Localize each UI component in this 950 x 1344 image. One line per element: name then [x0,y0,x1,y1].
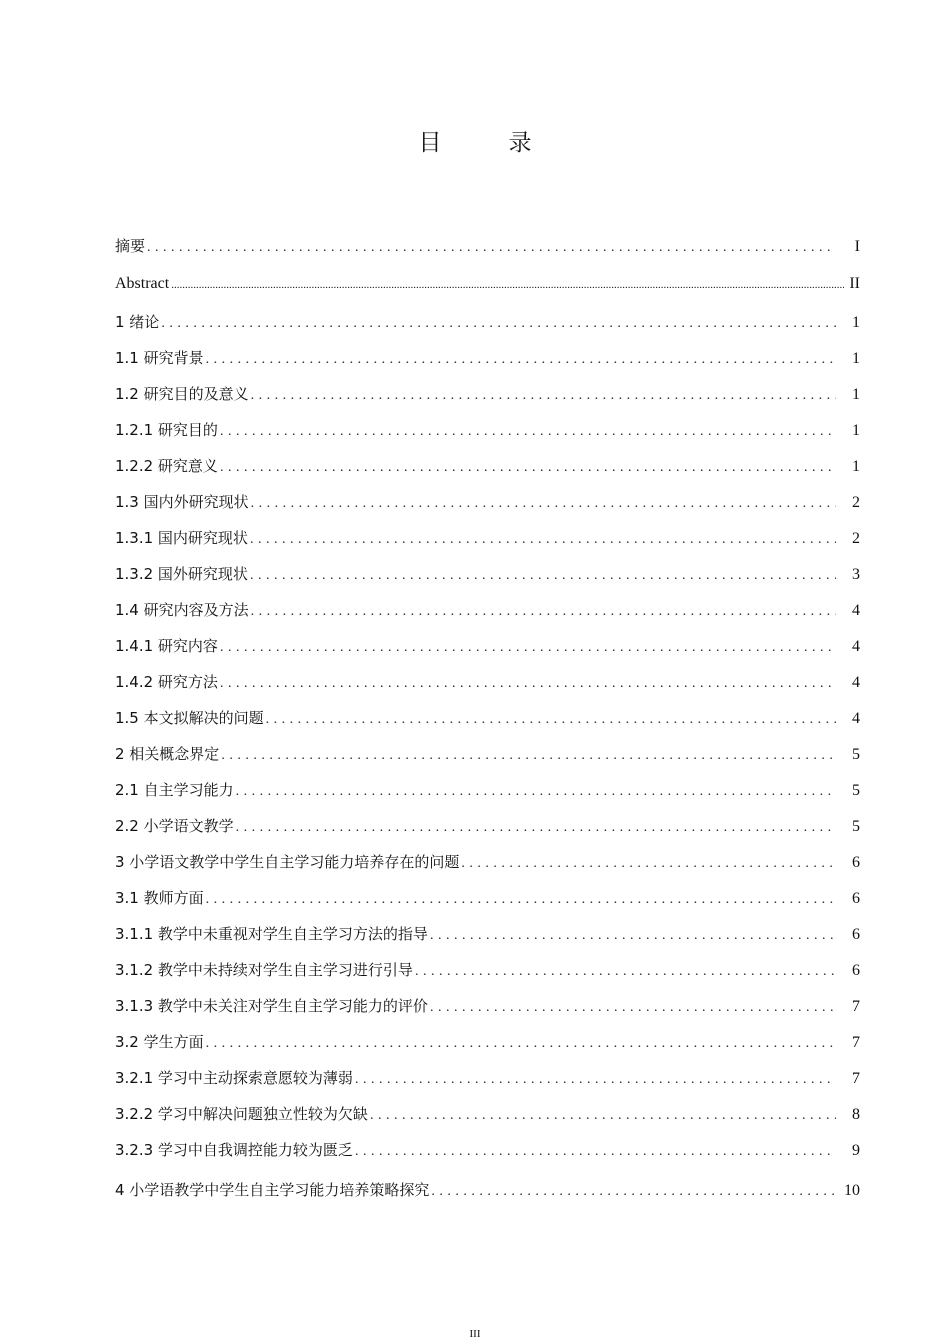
toc-leader-dots [250,522,836,558]
toc-page-number: 4 [852,674,860,691]
toc-page-number: 1 [852,386,860,403]
toc-leader-dots [236,774,836,810]
toc-page-number: 5 [852,818,860,835]
toc-entry[interactable] [115,736,860,772]
toc-entry-abstract-cn[interactable] [115,228,860,264]
toc-page-number: 2 [852,494,860,511]
toc-page-number: 1 [852,350,860,367]
toc-leader-dots [430,918,836,954]
toc-leader-dots [206,342,836,378]
toc-entry[interactable] [115,592,860,628]
toc-page-number: 1 [852,422,860,439]
toc-leader-dots [221,738,836,774]
toc-entry[interactable] [115,412,860,448]
toc-entry-text: 3.2.1 学习中主动探索意愿较为薄弱 [115,1069,353,1087]
toc-entry-text: 3.2 学生方面 [115,1033,204,1051]
toc-leader-dots [251,378,836,414]
toc-entry-text: 1.4.2 研究方法 [115,673,218,691]
toc-entry[interactable] [115,700,860,736]
toc-page-number: 7 [852,1034,860,1051]
toc-entry-text: 4 小学语教学中学生自主学习能力培养策略探究 [115,1181,430,1199]
toc-entry-text: 1.3 国内外研究现状 [115,493,249,511]
toc-entry[interactable] [115,916,860,952]
toc-leader-dots [431,1174,834,1210]
toc-entry[interactable] [115,844,860,880]
toc-page-number: II [849,275,860,292]
toc-leader-dots [266,702,836,738]
toc-page-number: 3 [852,566,860,583]
toc-entry-text: 1.4.1 研究内容 [115,637,218,655]
toc-entry[interactable] [115,304,860,340]
toc-page-number: I [854,238,860,255]
toc-entry[interactable] [115,664,860,700]
toc-page-number: 10 [844,1182,860,1199]
toc-page-number: 1 [852,314,860,331]
page-title: 目 录 [418,130,554,156]
toc-entry-abstract-en[interactable] [115,264,860,304]
toc-leader-dots [220,450,836,486]
toc-leader-dots [236,810,836,846]
toc-page-number: 1 [852,458,860,475]
toc-entry-text: 摘要 [115,237,146,255]
toc-leader-dots [220,414,836,450]
toc-entry[interactable] [115,1024,860,1060]
toc-entry[interactable] [115,376,860,412]
toc-leader-dots [370,1098,836,1134]
toc-entry-text: 3.1.2 教学中未持续对学生自主学习进行引导 [115,961,413,979]
toc-entry[interactable] [115,340,860,376]
toc-entry-text: Abstract [115,275,170,292]
toc-page-number: 4 [852,638,860,655]
toc-leader-dots [251,486,836,522]
toc-leader-dots [147,230,836,266]
toc-entry-text: 2.1 自主学习能力 [115,781,234,799]
toc-leader-dots [251,594,836,630]
toc-entry-text: 3.1.3 教学中未关注对学生自主学习能力的评价 [115,997,428,1015]
toc-page-number: 6 [852,962,860,979]
toc-leader-dots [461,846,836,882]
toc-entry-text: 3.1 教师方面 [115,889,204,907]
toc-entry[interactable] [115,808,860,844]
toc-entry[interactable] [115,1096,860,1132]
toc-entry[interactable] [115,628,860,664]
table-of-contents [115,228,860,1208]
toc-entry-text: 1.2.1 研究目的 [115,421,218,439]
toc-entry[interactable] [115,1060,860,1096]
toc-leader-dots [206,882,836,918]
toc-entry[interactable] [115,556,860,592]
toc-leader-dots [430,990,836,1026]
toc-entry-text: 1.1 研究背景 [115,349,204,367]
toc-leader-dots [415,954,836,990]
toc-entry[interactable] [115,880,860,916]
toc-entry-text: 1.3.2 国外研究现状 [115,565,248,583]
toc-page-number: 5 [852,782,860,799]
toc-page-number: 5 [852,746,860,763]
toc-entry-text: 1.5 本文拟解决的问题 [115,709,264,727]
toc-entry-text: 1.2 研究目的及意义 [115,385,249,403]
toc-page-number: 2 [852,530,860,547]
toc-page-number: 9 [852,1142,860,1159]
toc-leader-dots [355,1062,836,1098]
toc-page-number: 4 [852,710,860,727]
toc-leader-dots [250,558,836,594]
toc-entry-text: 3.2.3 学习中自我调控能力较为匮乏 [115,1141,353,1159]
toc-entry-text: 3.1.1 教学中未重视对学生自主学习方法的指导 [115,925,428,943]
toc-leader-dots [206,1026,836,1062]
toc-page-number: 4 [852,602,860,619]
toc-page-number: 8 [852,1106,860,1123]
toc-entry[interactable] [115,484,860,520]
toc-entry-text: 1.2.2 研究意义 [115,457,218,475]
toc-leader-dots [171,265,844,305]
toc-entry[interactable] [115,952,860,988]
toc-entry-text: 2.2 小学语文教学 [115,817,234,835]
toc-page-number: 6 [852,854,860,871]
toc-page-number: 7 [852,998,860,1015]
toc-entry[interactable] [115,1172,860,1208]
toc-entry[interactable] [115,448,860,484]
toc-page-number: 7 [852,1070,860,1087]
toc-entry[interactable] [115,520,860,556]
page-footer-number: III [469,1328,481,1340]
toc-leader-dots [355,1134,836,1170]
toc-leader-dots [220,630,836,666]
toc-page-number: 6 [852,890,860,907]
toc-entry-text: 3 小学语文教学中学生自主学习能力培养存在的问题 [115,853,460,871]
toc-leader-dots [161,306,836,342]
toc-entry-text: 2 相关概念界定 [115,745,220,763]
toc-entry-text: 1.3.1 国内研究现状 [115,529,248,547]
toc-entry-text: 1 绪论 [115,313,160,331]
toc-entry-text: 3.2.2 学习中解决问题独立性较为欠缺 [115,1105,368,1123]
toc-entry-text: 1.4 研究内容及方法 [115,601,249,619]
toc-entry[interactable] [115,1132,860,1168]
toc-leader-dots [220,666,836,702]
toc-page-number: 6 [852,926,860,943]
toc-entry[interactable] [115,988,860,1024]
toc-entry[interactable] [115,772,860,808]
